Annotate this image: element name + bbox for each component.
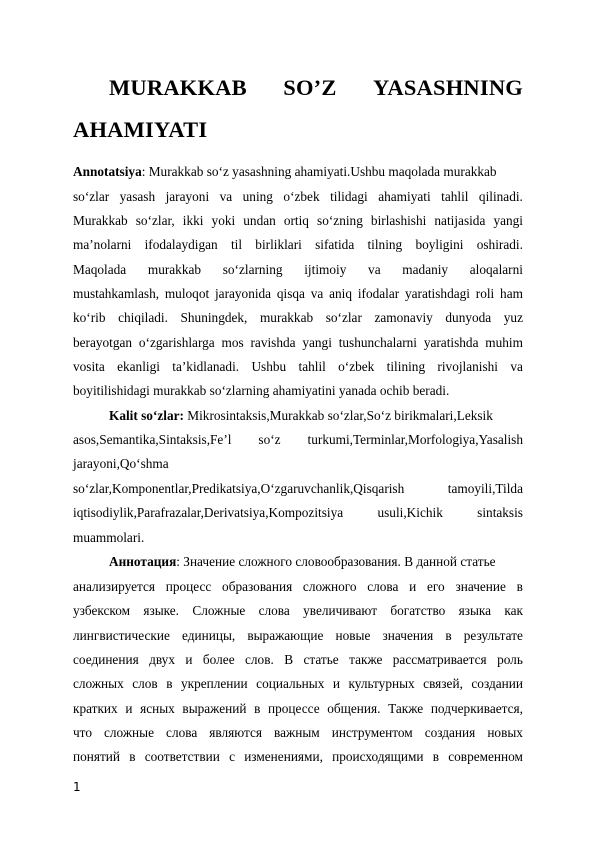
word: важным — [274, 725, 320, 740]
word: tamoyili,Tilda — [447, 481, 523, 496]
word: madaniy — [402, 262, 449, 277]
paragraph-line — [73, 261, 523, 278]
word: ham — [500, 286, 523, 301]
word: mos — [221, 335, 244, 350]
paragraph-line — [73, 334, 523, 351]
word: murakkab — [147, 262, 202, 277]
word: в — [516, 579, 523, 594]
word: статье — [303, 652, 339, 667]
word: boyligini — [415, 237, 464, 252]
word: двух — [149, 652, 175, 667]
word: tahlil — [441, 189, 469, 204]
word: значения — [382, 628, 434, 643]
word: слов — [132, 676, 158, 691]
word: результате — [463, 628, 523, 643]
word: ikki — [182, 213, 204, 228]
word: o‘zgarishlarga — [138, 335, 215, 350]
paragraph-line — [73, 627, 523, 644]
word: yangi — [493, 213, 523, 228]
title-word: SO’Z — [283, 75, 337, 100]
word: ifodalaydigan — [144, 237, 218, 252]
word: Murakkab — [73, 213, 128, 228]
word: роль — [497, 652, 523, 667]
word: mustahkamlash, — [73, 286, 160, 301]
paragraph-line: muammolari. — [73, 530, 145, 545]
paragraph-line — [73, 700, 523, 717]
word: yoki — [211, 213, 236, 228]
word: изменениями, — [244, 749, 323, 764]
word: в — [432, 749, 440, 764]
word: образования — [222, 579, 293, 594]
word: til — [230, 237, 243, 252]
paragraph-line — [73, 212, 523, 229]
word: roli — [475, 286, 495, 301]
title-word: MURAKKAB — [109, 75, 247, 100]
word: слова — [367, 579, 399, 594]
word: ravishda — [250, 335, 296, 350]
paragraph-line — [109, 407, 523, 424]
word: iqtisodiylik,Parafrazalar,Derivatsiya,Kompozitsiya — [73, 505, 344, 520]
word: vosita — [73, 359, 105, 374]
paragraph-line — [73, 236, 523, 253]
word: sifatida — [315, 237, 355, 252]
annotation-uz-label: Annotatsiya — [73, 164, 142, 179]
paragraph-line: boyitilishidagi murakkab so‘zlarning ahamiyatini yanada ochib beradi. — [73, 383, 450, 398]
word: новые — [335, 628, 371, 643]
word: dunyoda — [445, 310, 492, 325]
paragraph-line — [73, 578, 523, 595]
word: yangi — [302, 335, 332, 350]
word: Maqolada — [73, 262, 127, 277]
word: слова — [258, 603, 290, 618]
word: o‘zbek — [283, 189, 320, 204]
word: yaratishda — [423, 335, 479, 350]
paragraph-line — [73, 285, 523, 302]
word: jarayonida — [214, 286, 272, 301]
word: его — [427, 579, 445, 594]
word: узбекском — [73, 603, 131, 618]
word: выражений — [182, 701, 247, 716]
word: являются — [209, 725, 263, 740]
word: uning — [242, 189, 273, 204]
word: также — [349, 652, 383, 667]
word: so‘zlar, — [135, 213, 175, 228]
word: yasash — [119, 189, 156, 204]
line-text: : Значение сложного словообразования. В данной статье — [176, 554, 496, 569]
word: murakkab — [259, 310, 314, 325]
word: в — [166, 676, 173, 691]
paragraph-line — [73, 309, 523, 326]
word: с — [229, 749, 235, 764]
word: ma’nolarni — [73, 237, 132, 252]
word: aniq — [329, 286, 353, 301]
word: слова — [166, 725, 198, 740]
word: ясных — [140, 701, 175, 716]
word: сложного — [302, 579, 357, 594]
word: o‘zbek — [338, 359, 375, 374]
word: процессе — [267, 701, 320, 716]
paragraph-line — [73, 358, 523, 375]
word: выражающие — [247, 628, 324, 643]
word: единицы, — [181, 628, 236, 643]
word: сложные — [104, 725, 155, 740]
word: yaratishdagi — [404, 286, 470, 301]
word: в — [254, 701, 261, 716]
word: va — [368, 262, 381, 277]
word: соответствии — [144, 749, 220, 764]
word: и — [125, 701, 133, 716]
word: укреплении — [181, 676, 248, 691]
word: Shuningdek, — [180, 310, 248, 325]
annotation-ru-label: Аннотация — [109, 554, 177, 569]
word: aloqalarni — [469, 262, 523, 277]
article-title-line-1 — [73, 74, 523, 102]
keywords-label: Kalit so‘zlar: — [109, 408, 184, 423]
word: создания — [424, 725, 476, 740]
word: инструментом — [331, 725, 413, 740]
word: общения. — [327, 701, 381, 716]
word: значение — [455, 579, 506, 594]
word: культурных — [348, 676, 415, 691]
word: ijtimoiy — [304, 262, 347, 277]
word: ta’kidlanadi. — [172, 359, 240, 374]
paragraph-line: jarayoni,Qo‘shma — [73, 456, 169, 471]
word: undan — [243, 213, 276, 228]
paragraph-line — [73, 504, 523, 521]
word: yuz — [503, 310, 523, 325]
word: birlashishi — [370, 213, 427, 228]
word: происходящими — [332, 749, 424, 764]
title-word: YASASHNING — [373, 75, 523, 100]
word: so‘zlar,Komponentlar,Predikatsiya,O‘zgaruvchanlik,Qisqarish — [73, 481, 405, 496]
word: tilning — [367, 237, 403, 252]
word: языке. — [143, 603, 180, 618]
word: turkumi,Terminlar,Morfologiya,Yasalish — [307, 432, 523, 447]
word: qisqa — [276, 286, 305, 301]
word: ekanligi — [117, 359, 160, 374]
word: so‘zlarning — [222, 262, 283, 277]
word: so‘zlar — [73, 189, 110, 204]
word: so‘zlar — [325, 310, 362, 325]
word: tilining — [386, 359, 426, 374]
word: процесс — [165, 579, 212, 594]
word: asos,Semantika,Sintaksis,Fe’l — [73, 432, 232, 447]
word: so‘z — [258, 432, 281, 447]
word: muloqot — [164, 286, 210, 301]
word: va — [219, 189, 233, 204]
word: va — [510, 359, 523, 374]
word: рассматривается — [392, 652, 487, 667]
word: языка — [458, 603, 492, 618]
word: rivojlanishi — [437, 359, 498, 374]
word: Также — [388, 701, 424, 716]
paragraph-line — [73, 431, 523, 448]
paragraph-line — [109, 553, 523, 570]
line-text: Mikrosintaksis,Murakkab so‘zlar,So‘z birikmalari,Leksik — [183, 408, 493, 423]
word: богатство — [390, 603, 446, 618]
word: в — [445, 628, 452, 643]
paragraph-line — [73, 675, 523, 692]
word: va — [310, 286, 324, 301]
paragraph-line — [73, 651, 523, 668]
line-text: : Murakkab so‘z yasashning ahamiyati.Ushbu maqolada murakkab — [141, 164, 497, 179]
word: ifodalar — [357, 286, 400, 301]
word: so‘zning — [317, 213, 363, 228]
word: понятий — [73, 749, 121, 764]
word: sintaksis — [477, 505, 523, 520]
word: berayotgan — [73, 335, 133, 350]
word: кратких — [73, 701, 118, 716]
paragraph-line — [73, 748, 523, 765]
word: tushunchalarni — [338, 335, 418, 350]
word: zamonaviy — [374, 310, 433, 325]
word: birliklari — [255, 237, 302, 252]
word: natijasida — [434, 213, 486, 228]
word: соединения — [73, 652, 139, 667]
word: ko‘rib — [73, 310, 106, 325]
page-number: 1 — [73, 780, 81, 794]
word: usuli,Kichik — [377, 505, 443, 520]
word: сложных — [73, 676, 124, 691]
word: новых — [487, 725, 523, 740]
word: что — [73, 725, 92, 740]
word: tilidagi — [330, 189, 368, 204]
word: Сложные — [192, 603, 246, 618]
word: jarayoni — [165, 189, 210, 204]
word: и — [409, 579, 417, 594]
word: в — [129, 749, 136, 764]
word: и — [332, 676, 340, 691]
word: tahlil — [298, 359, 326, 374]
word: слов. — [245, 652, 274, 667]
word: лингвистические — [73, 628, 170, 643]
paragraph-line — [73, 602, 523, 619]
word: увеличивают — [303, 603, 378, 618]
word: создании — [471, 676, 523, 691]
word: социальных — [256, 676, 325, 691]
paragraph-line — [73, 163, 523, 180]
word: анализируется — [73, 579, 155, 594]
word: более — [202, 652, 235, 667]
word: ahamiyati — [378, 189, 431, 204]
word: oshiradi. — [476, 237, 523, 252]
word: современном — [448, 749, 523, 764]
word: подчеркивается, — [430, 701, 523, 716]
paragraph-line — [73, 188, 523, 205]
word: как — [504, 603, 523, 618]
word: и — [185, 652, 193, 667]
article-title-line-2: AHAMIYATI — [73, 117, 208, 142]
paragraph-line — [73, 480, 523, 497]
word: В — [284, 652, 294, 667]
word: Ushbu — [251, 359, 287, 374]
word: chiqiladi. — [118, 310, 168, 325]
word: связей, — [423, 676, 463, 691]
paragraph-line — [73, 724, 523, 741]
word: ortiq — [283, 213, 309, 228]
word: muhim — [485, 335, 523, 350]
word: qilinadi. — [478, 189, 523, 204]
